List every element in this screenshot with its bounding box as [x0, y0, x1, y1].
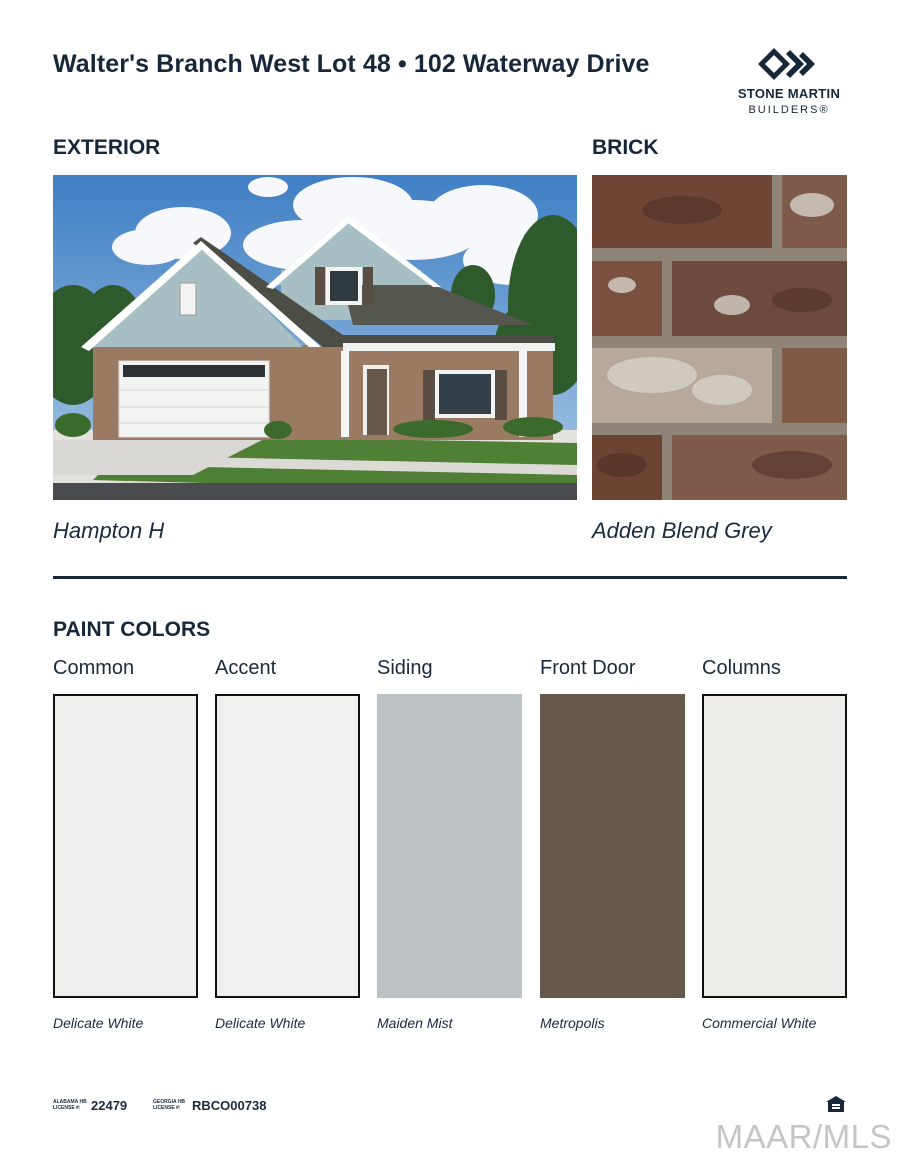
swatch-name-front-door: Metropolis [540, 1015, 605, 1031]
license-alabama-label-1: ALABAMA HB [53, 1099, 87, 1105]
swatch-common [53, 694, 198, 998]
section-divider [53, 576, 847, 579]
license-alabama-label-2: LICENSE #: [53, 1105, 81, 1111]
swatch-label-columns: Columns [702, 657, 781, 679]
exterior-rendering-image [53, 175, 577, 500]
swatch-label-accent: Accent [215, 657, 277, 679]
logo-brand-sub: BUILDERS® [748, 104, 830, 116]
swatch-name-accent: Delicate White [215, 1015, 306, 1031]
exterior-caption: Hampton H [53, 518, 165, 543]
brick-heading: BRICK [592, 136, 659, 159]
logo-diamond-icon [758, 48, 820, 80]
page-title: Walter's Branch West Lot 48 • 102 Waterway Drive [53, 50, 650, 78]
logo-brand-name: STONE MARTIN [737, 86, 841, 101]
swatch-columns [702, 694, 847, 998]
brick-caption: Adden Blend Grey [592, 518, 772, 543]
mls-watermark: MAAR/MLS [715, 1118, 892, 1155]
swatch-name-common: Delicate White [53, 1015, 144, 1031]
swatch-accent [215, 694, 360, 998]
license-alabama [53, 1099, 87, 1111]
license-georgia-label-1: GEORGIA HB [153, 1099, 186, 1105]
exterior-heading: EXTERIOR [53, 136, 161, 159]
swatch-label-siding: Siding [377, 657, 433, 679]
swatch-label-front-door: Front Door [540, 657, 636, 679]
license-georgia-number: RBCO00738 [192, 1098, 267, 1113]
equal-housing-icon [826, 1096, 846, 1112]
license-alabama-number: 22479 [91, 1098, 128, 1113]
swatch-siding [377, 694, 522, 998]
swatch-name-columns: Commercial White [702, 1015, 817, 1031]
swatch-name-siding: Maiden Mist [377, 1015, 453, 1031]
swatch-label-common: Common [53, 657, 135, 679]
license-georgia-label-2: LICENSE #: [153, 1105, 181, 1111]
license-georgia [153, 1099, 185, 1111]
swatch-front-door [540, 694, 685, 998]
paint-colors-heading: PAINT COLORS [53, 618, 211, 641]
brick-swatch-image [592, 175, 847, 500]
stone-martin-logo [724, 48, 854, 123]
